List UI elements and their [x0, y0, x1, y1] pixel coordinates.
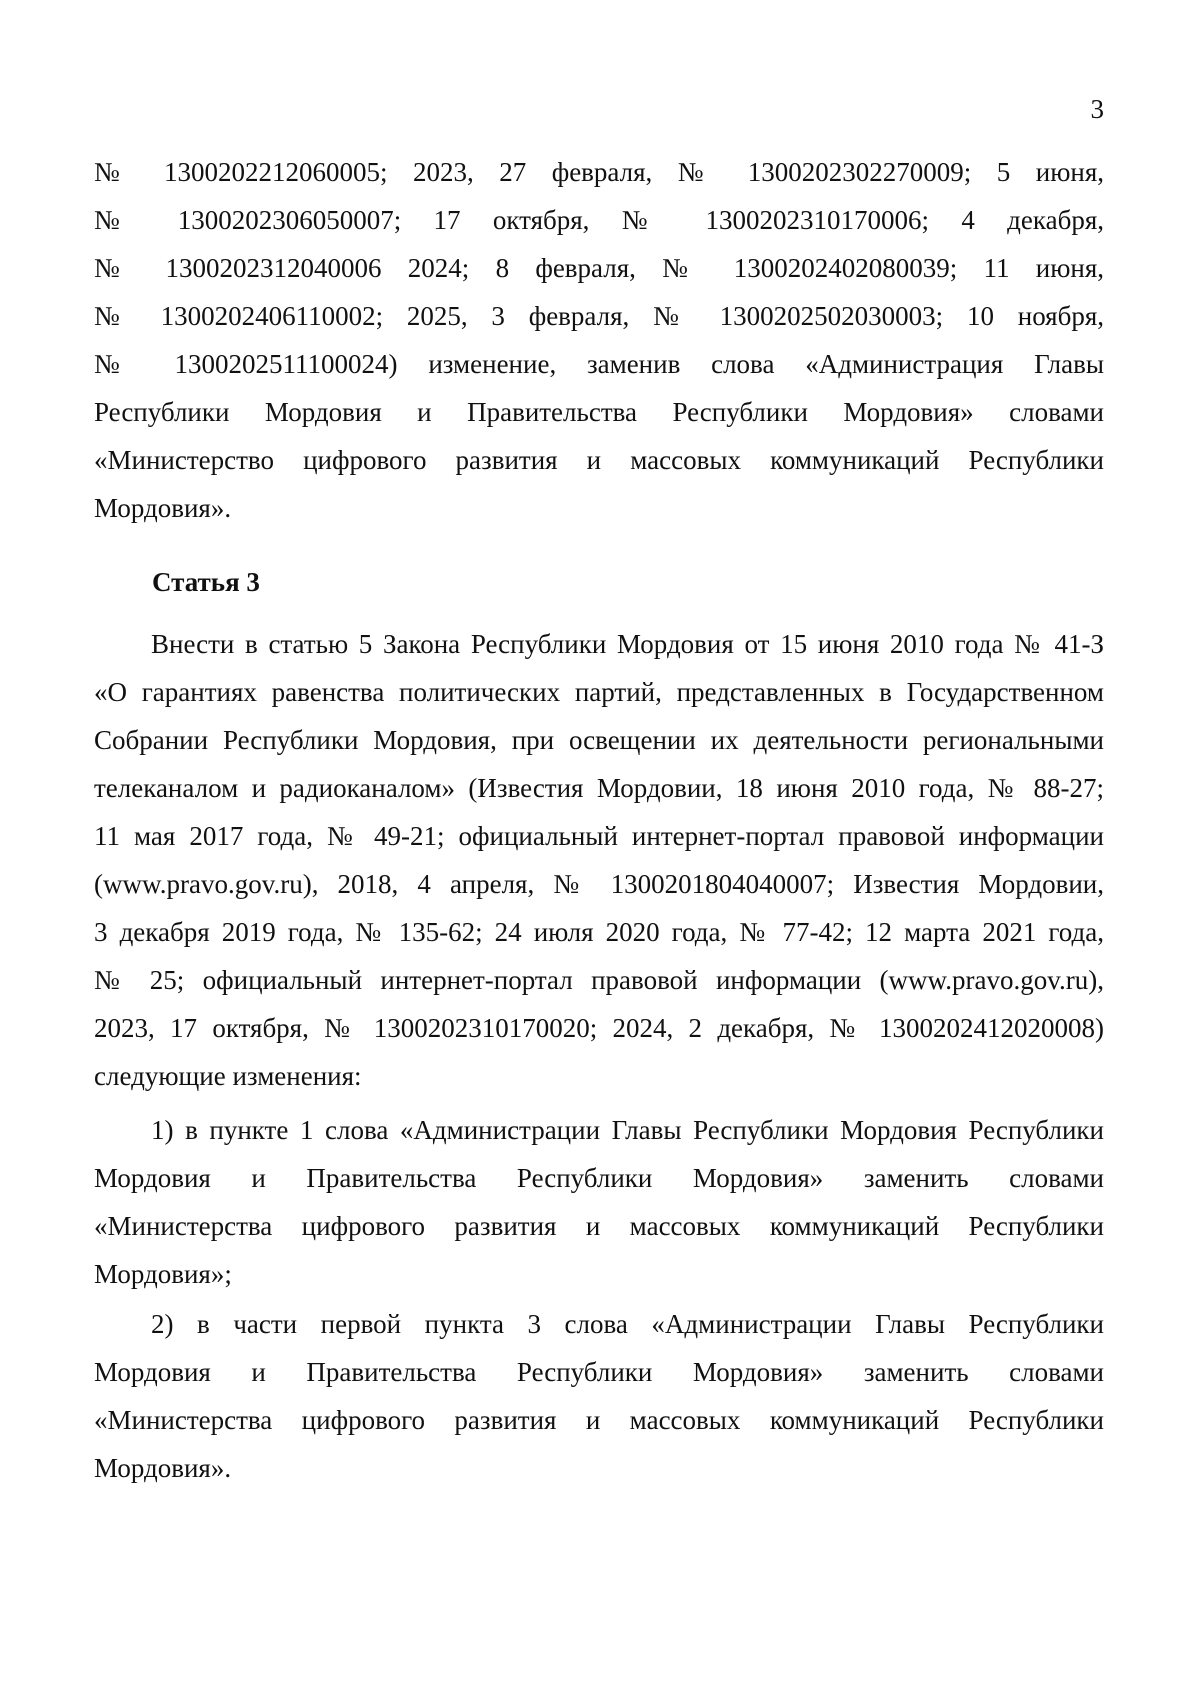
- text-line: телеканалом и радиоканалом» (Известия Мордовии, 18 июня 2010 года, № 88-27;: [94, 773, 1104, 803]
- text-line: 2) в части первой пункта 3 слова «Администрации Главы Республики: [151, 1309, 1104, 1339]
- text-line: Мордовия и Правительства Республики Мордовия» заменить словами: [94, 1163, 1104, 1193]
- text-line: Мордовия».: [94, 493, 232, 523]
- text-line: «О гарантиях равенства политических партий, представленных в Государственном: [94, 677, 1104, 707]
- text-line: № 1300202312040006 2024; 8 февраля, № 1300202402080039; 11 июня,: [94, 253, 1104, 283]
- text-line: Республики Мордовия и Правительства Республики Мордовия» словами: [94, 397, 1104, 427]
- article-2-continuation: [94, 148, 1104, 532]
- text-line: № 1300202511100024) изменение, заменив слова «Администрация Главы: [94, 349, 1104, 379]
- text-line: № 25; официальный интернет-портал правовой информации (www.pravo.gov.ru),: [94, 965, 1104, 995]
- text-line: Собрании Республики Мордовия, при освещении их деятельности региональными: [94, 725, 1104, 755]
- text-line: № 1300202406110002; 2025, 3 февраля, № 1300202502030003; 10 ноября,: [94, 301, 1104, 331]
- page-number: 3: [1090, 94, 1104, 124]
- text-line: «Министерство цифрового развития и массовых коммуникаций Республики: [94, 445, 1104, 475]
- text-line: следующие изменения:: [94, 1061, 362, 1091]
- text-line: 2023, 17 октября, № 1300202310170020; 2024, 2 декабря, № 1300202412020008): [94, 1013, 1104, 1043]
- text-line: 11 мая 2017 года, № 49-21; официальный интернет-портал правовой информации: [94, 821, 1104, 851]
- article-3-paragraph: [94, 620, 1104, 1100]
- text-line: Мордовия»;: [94, 1259, 232, 1289]
- text-line: (www.pravo.gov.ru), 2018, 4 апреля, № 1300201804040007; Известия Мордовии,: [94, 869, 1104, 899]
- text-line: Мордовия».: [94, 1453, 232, 1483]
- text-line: «Министерства цифрового развития и массовых коммуникаций Республики: [94, 1211, 1104, 1241]
- item-1-paragraph: [94, 1106, 1104, 1298]
- text-line: Мордовия и Правительства Республики Мордовия» заменить словами: [94, 1357, 1104, 1387]
- item-2-paragraph: [94, 1300, 1104, 1492]
- text-line: № 1300202212060005; 2023, 27 февраля, № 1300202302270009; 5 июня,: [94, 157, 1104, 187]
- article-heading: Статья 3: [152, 567, 260, 597]
- text-line: № 1300202306050007; 17 октября, № 1300202310170006; 4 декабря,: [94, 205, 1104, 235]
- text-line: Внести в статью 5 Закона Республики Мордовия от 15 июня 2010 года № 41-З: [151, 629, 1104, 659]
- text-line: «Министерства цифрового развития и массовых коммуникаций Республики: [94, 1405, 1104, 1435]
- text-line: 1) в пункте 1 слова «Администрации Главы Республики Мордовия Республики: [151, 1115, 1104, 1145]
- text-line: 3 декабря 2019 года, № 135-62; 24 июля 2020 года, № 77-42; 12 марта 2021 года,: [94, 917, 1104, 947]
